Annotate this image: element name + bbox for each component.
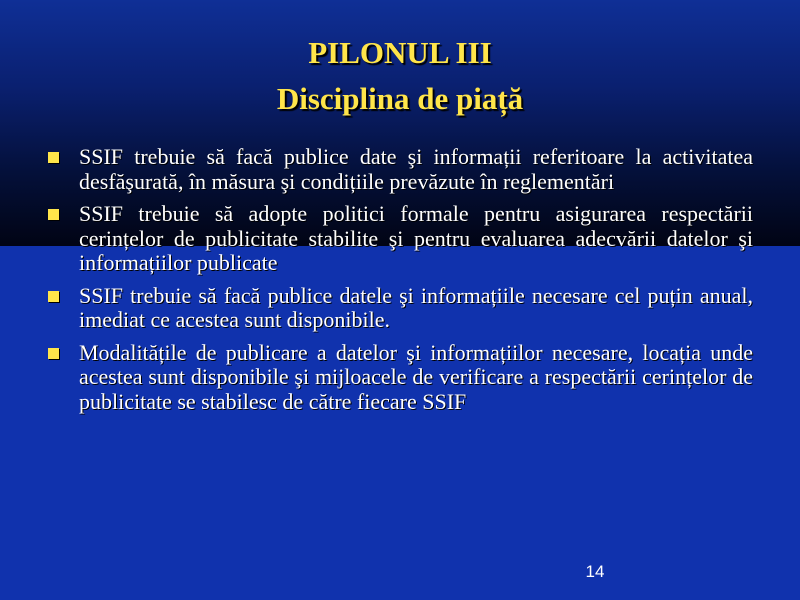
bullet-item bbox=[48, 202, 753, 276]
square-bullet-icon bbox=[48, 209, 59, 220]
bullet-text: SSIF trebuie să adopte politici formale pentru asigurarea respectării cerințelor de publicitate stabilite şi pentru evaluarea adecvării datelor şi informațiilor publicate bbox=[79, 201, 753, 275]
bullet-text: SSIF trebuie să facă publice datele şi informațiile necesare cel puțin anual, imediat ce acestea sunt disponibile. bbox=[79, 282, 753, 332]
square-bullet-icon bbox=[48, 348, 59, 359]
square-bullet-icon bbox=[48, 291, 59, 302]
bullet-text: Modalitățile de publicare a datelor şi informațiilor necesare, locația unde acestea sunt disponibile şi mijloacele de verificare a respectării cerințelor de publicitate se stabilesc de către fiecare SSIF bbox=[79, 339, 753, 414]
bullet-item bbox=[48, 145, 753, 194]
title-line-2: Disciplina de piață bbox=[276, 81, 524, 116]
bullet-list bbox=[48, 145, 753, 422]
bullet-item bbox=[48, 341, 753, 415]
slide-title bbox=[0, 30, 800, 122]
page-number: 14 bbox=[585, 562, 605, 581]
title-line-1: PILONUL III bbox=[308, 35, 492, 70]
bullet-item bbox=[48, 284, 753, 333]
square-bullet-icon bbox=[48, 152, 59, 163]
bullet-text: SSIF trebuie să facă publice date şi informații referitoare la activitatea desfăşurată, în măsura şi condițiile prevăzute în reglementări bbox=[79, 144, 753, 194]
